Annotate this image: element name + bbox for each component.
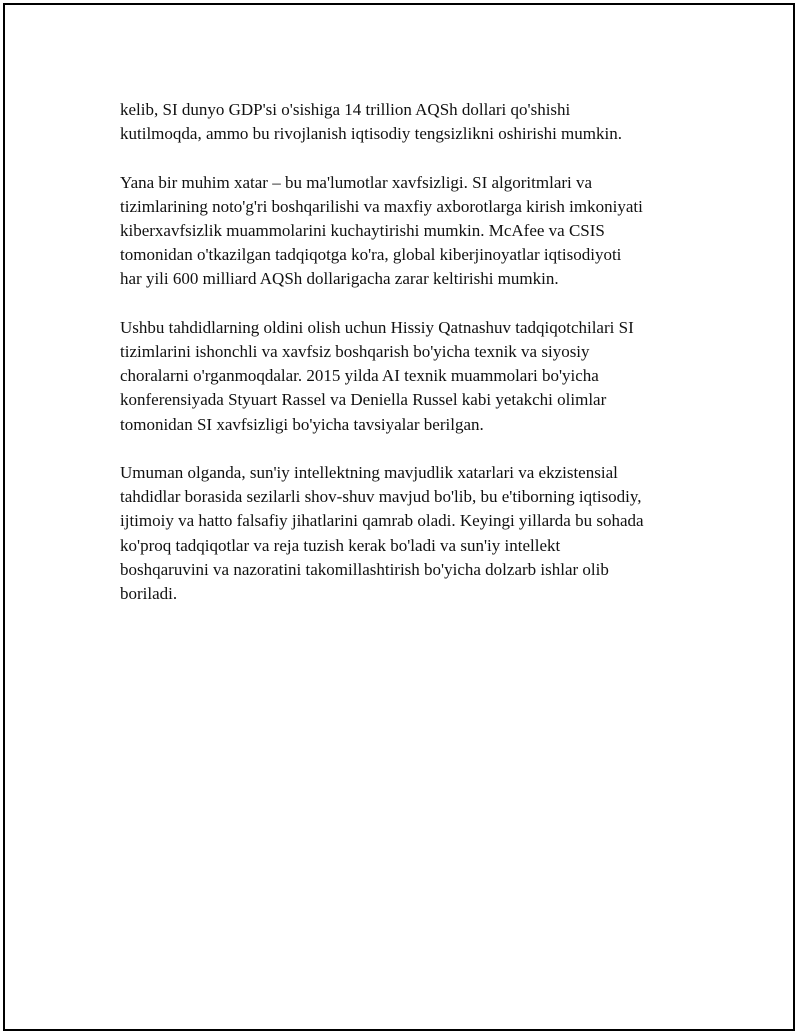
paragraph-gdp-growth: kelib, SI dunyo GDP'si o'sishiga 14 trillion AQSh dollari qo'shishi kutilmoqda, ammo bu rivojlanish iqtisodiy tengsizlikni oshirishi mumkin. <box>120 100 622 144</box>
document-body <box>120 98 720 630</box>
page-frame <box>3 3 795 1031</box>
paragraph-conclusion: Umuman olganda, sun'iy intellektning mavjudlik xatarlari va ekzistensial tahdidlar borasida sezilarli shov-shuv mavjud bo'lib, bu e'tiborning iqtisodiy, ijtimoiy va hatto falsafiy jihatlarini qamrab oladi. Keyingi yillarda bu sohada ko'proq tadqiqotlar va reja tuzish kerak bo'ladi va sun'iy intellekt boshqaruvini va nazoratini takomillashtirish bo'yicha dolzarb ishlar olib boriladi. <box>120 463 644 604</box>
paragraph-threat-prevention: Ushbu tahdidlarning oldini olish uchun Hissiy Qatnashuv tadqiqotchilari SI tizimlarini ishonchli va xavfsiz boshqarish bo'yicha texnik va siyosiy choralarni o'rganmoqdalar. 2015 yilda AI texnik muammolari bo'yicha konferensiyada Styuart Rassel va Deniella Russel kabi yetakchi olimlar tomonidan SI xavfsizligi bo'yicha tavsiyalar berilgan. <box>120 317 634 434</box>
paragraph-data-security: Yana bir muhim xatar – bu ma'lumotlar xavfsizligi. SI algoritmlari va tizimlarining noto'g'ri boshqarilishi va maxfiy axborotlarga kirish imkoniyati kiberxavfsizlik muammolarini kuchaytirishi mumkin. McAfee va CSIS tomonidan o'tkazilgan tadqiqotga ko'ra, global kiberjinoyatlar iqtisodiyoti har yili 600 milliard AQSh dollarigacha zarar keltirishi mumkin. <box>120 172 643 289</box>
